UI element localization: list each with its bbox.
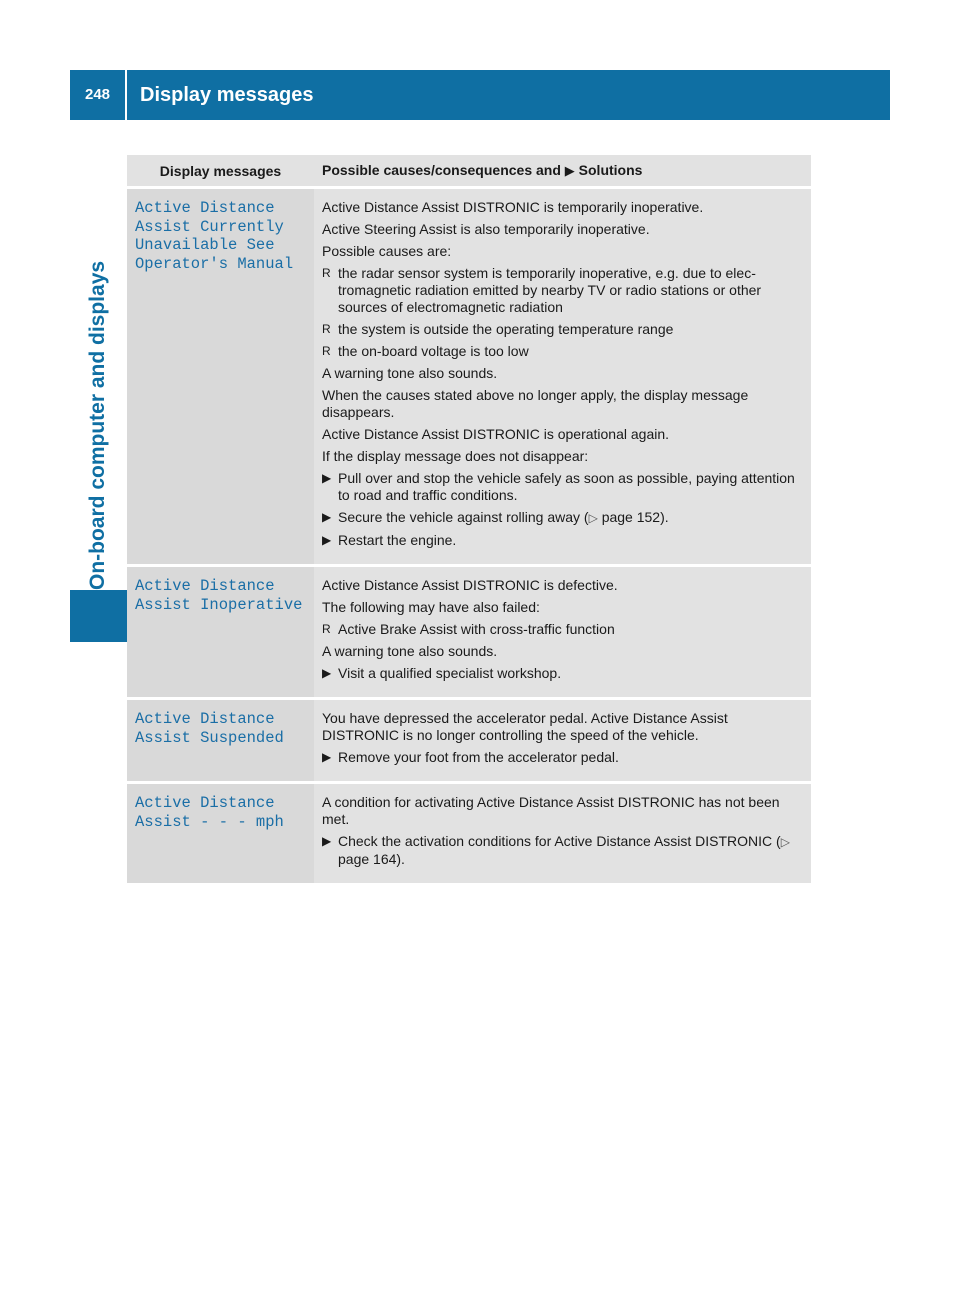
table-row: [127, 699, 811, 783]
page-number: 248: [70, 70, 127, 120]
page-ref-link[interactable]: page 152).: [601, 509, 669, 525]
paragraph: A warning tone also sounds.: [322, 643, 498, 659]
action-item: [322, 665, 803, 682]
action-text: Restart the engine.: [338, 532, 457, 548]
action-arrow-icon: ▶: [322, 510, 332, 524]
message-line: Assist - - - mph: [135, 812, 284, 831]
bullet-icon: R: [322, 322, 331, 336]
bullet-text: the radar sensor system is temporarily inoperative, e.g. due to elec-tromagnetic radiation emitted by nearby TV or radio stations or other sources of electromagnetic radiation: [338, 265, 762, 315]
col-header-causes-label: Possible causes/consequences and: [322, 162, 561, 178]
action-arrow-icon: ▶: [322, 533, 332, 547]
table-row: [127, 783, 811, 885]
message-line: Active Distance: [135, 794, 275, 812]
message-cell: [127, 188, 314, 566]
bullet-item: [322, 621, 803, 638]
action-arrow-icon: ▶: [322, 834, 332, 848]
action-text: Pull over and stop the vehicle safely as soon as possible, paying attention to road and traffic conditions.: [338, 470, 795, 503]
side-tab-block: [70, 590, 127, 642]
table-header-row: [127, 155, 811, 188]
message-line: Active Distance: [135, 199, 275, 217]
bullet-text: Active Brake Assist with cross-traffic function: [338, 621, 615, 637]
message-line: Assist Suspended: [135, 728, 284, 747]
page-title: Display messages: [140, 83, 314, 106]
message-line: Active Distance: [135, 710, 275, 728]
bullet-item: [322, 265, 803, 316]
action-arrow-icon: ▶: [322, 750, 332, 764]
message-cell: [127, 566, 314, 699]
paragraph: Active Steering Assist is also temporarily inoperative.: [322, 221, 650, 237]
message-cell: [127, 783, 314, 885]
action-text: [338, 509, 803, 527]
bullet-item: [322, 343, 803, 360]
bullet-icon: R: [322, 266, 331, 280]
col-header-causes: [314, 155, 811, 188]
action-item: [322, 470, 803, 504]
causes-cell: [314, 566, 811, 699]
bullet-icon: R: [322, 622, 331, 636]
action-text: Remove your foot from the accelerator pedal.: [338, 749, 619, 765]
table-row: [127, 566, 811, 699]
bullet-text: the on-board voltage is too low: [338, 343, 529, 359]
action-item: [322, 833, 803, 868]
paragraph: If the display message does not disappear:: [322, 448, 589, 464]
action-item: [322, 749, 803, 766]
page-ref-link[interactable]: page 164).: [338, 851, 405, 867]
causes-cell: [314, 188, 811, 566]
table-row: [127, 188, 811, 566]
bullet-icon: R: [322, 344, 331, 358]
paragraph: When the causes stated above no longer apply, the display message disappears.: [322, 387, 749, 420]
col-header-solutions-label: Solutions: [578, 162, 643, 178]
bullet-item: [322, 321, 803, 338]
side-tab-label: On-board computer and displays: [86, 260, 109, 590]
action-item: [322, 532, 803, 549]
action-text: Visit a qualified specialist workshop.: [338, 665, 562, 681]
message-line: Operator's Manual: [135, 254, 294, 273]
paragraph: A condition for activating Active Distance Assist DISTRONIC has not been met.: [322, 794, 780, 827]
message-line: Assist Inoperative: [135, 595, 303, 614]
page-ref-icon: ▷: [780, 835, 790, 849]
paragraph: Active Distance Assist DISTRONIC is operational again.: [322, 426, 670, 442]
action-text-part: Check the activation conditions for Active Distance Assist DISTRONIC (: [338, 833, 781, 849]
page-header: [70, 70, 890, 120]
col-header-messages: Display messages: [127, 155, 314, 188]
solution-arrow-icon: ▶: [564, 163, 575, 178]
causes-cell: [314, 783, 811, 885]
action-text-part: Secure the vehicle against rolling away (: [338, 509, 589, 525]
paragraph: A warning tone also sounds.: [322, 365, 498, 381]
message-line: Unavailable See: [135, 236, 275, 254]
paragraph: You have depressed the accelerator pedal. Active Distance Assist DISTRONIC is no longer controlling the speed of the vehicle.: [322, 710, 728, 743]
causes-cell: [314, 699, 811, 783]
display-messages-table: [127, 155, 811, 886]
action-item: [322, 509, 803, 527]
bullet-text: the system is outside the operating temperature range: [338, 321, 674, 337]
paragraph: Active Distance Assist DISTRONIC is defective.: [322, 577, 618, 593]
action-text: [338, 833, 803, 868]
action-arrow-icon: ▶: [322, 666, 332, 680]
message-cell: [127, 699, 314, 783]
page-ref-icon: ▷: [588, 511, 598, 525]
paragraph: The following may have also failed:: [322, 599, 540, 615]
message-line: Assist Currently: [135, 217, 284, 236]
action-arrow-icon: ▶: [322, 471, 332, 485]
paragraph: Possible causes are:: [322, 243, 452, 259]
message-line: Active Distance: [135, 577, 275, 595]
paragraph: Active Distance Assist DISTRONIC is temporarily inoperative.: [322, 199, 704, 215]
